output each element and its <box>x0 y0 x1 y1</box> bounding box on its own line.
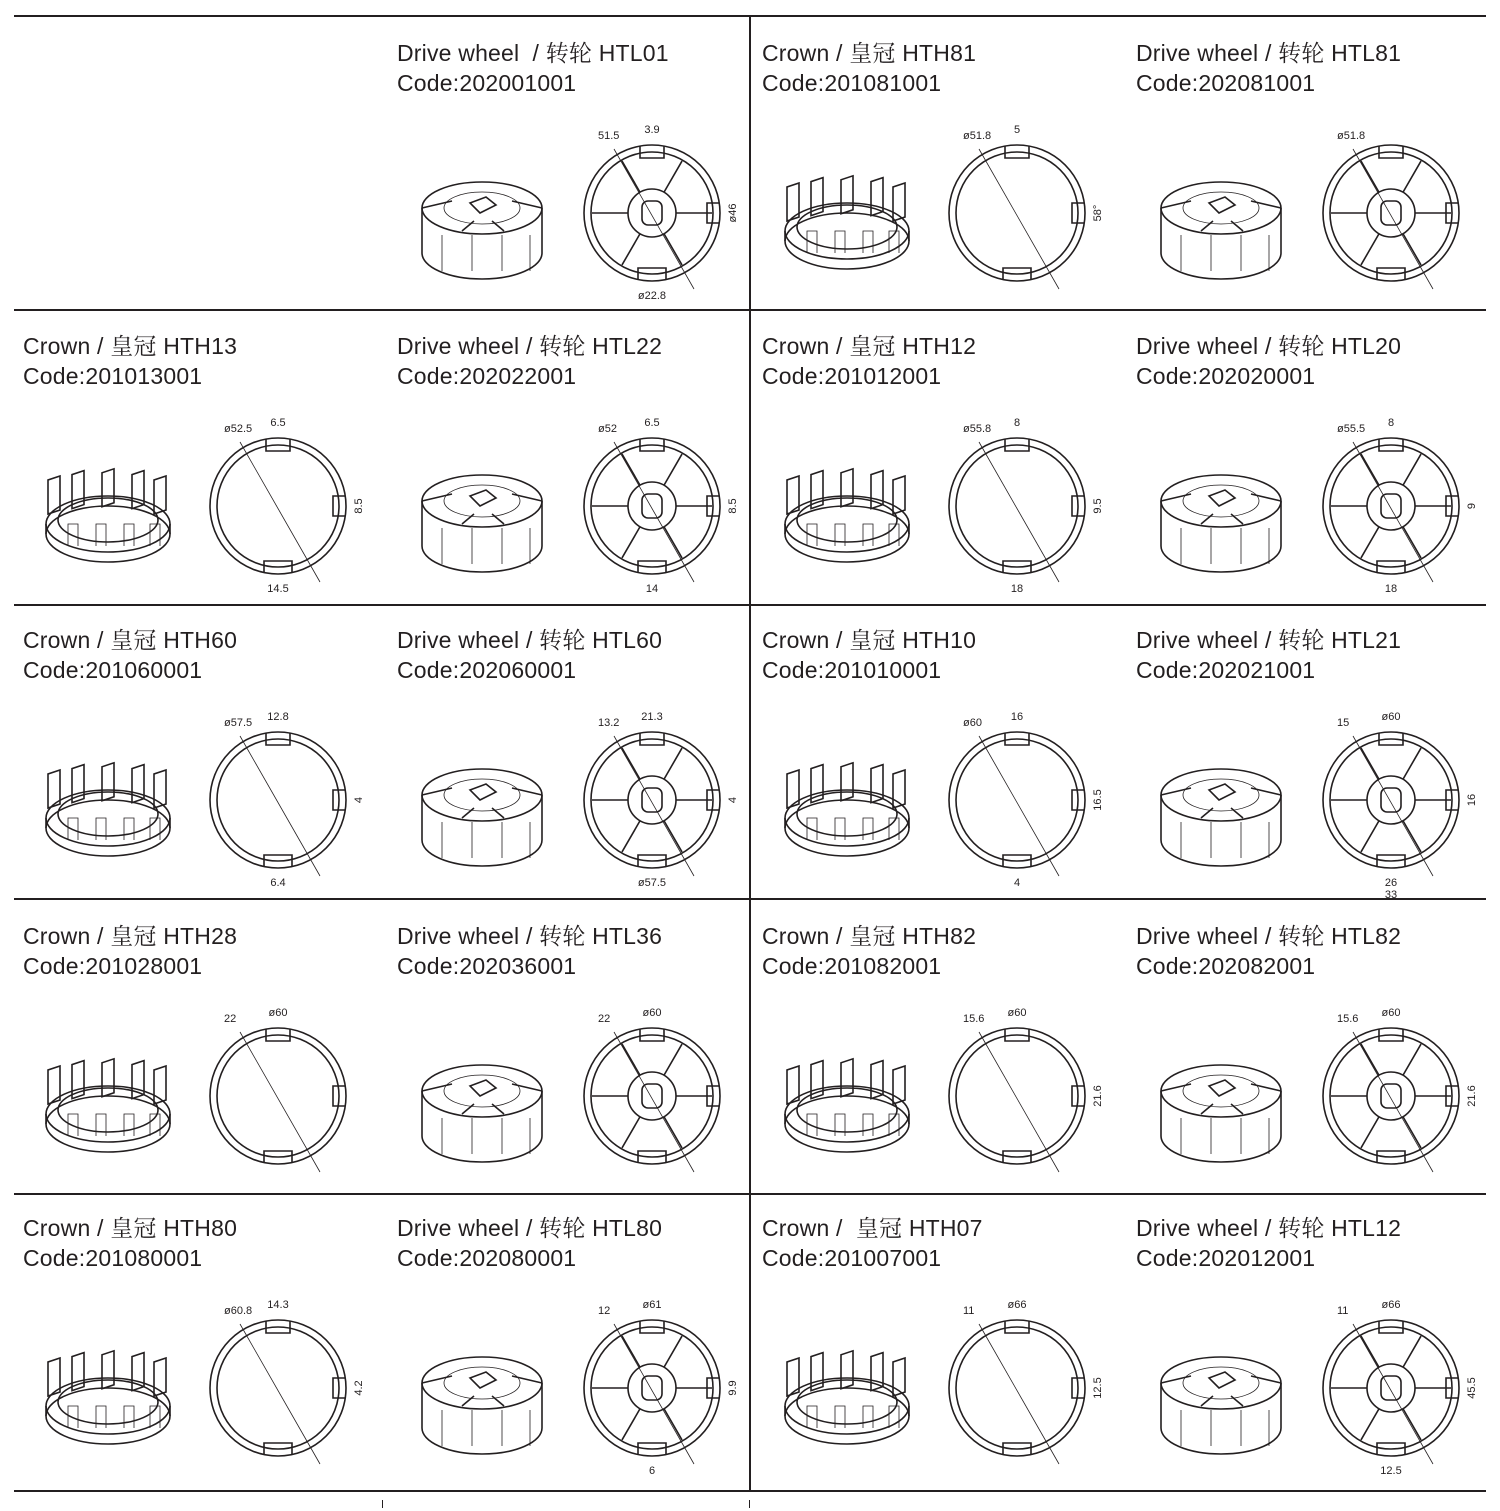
technical-drawing <box>762 391 1107 606</box>
dimension-label: ø60 <box>642 1007 662 1019</box>
technical-drawing <box>1136 98 1481 313</box>
product-code: Code:201028001 <box>23 953 203 979</box>
dimension-label: 21.3 <box>641 711 663 723</box>
product-title: Drive wheel / 转轮 HTL80 <box>397 1215 663 1241</box>
product-code: Code:201013001 <box>23 363 203 389</box>
dimension-label: ø55.5 <box>1337 423 1366 435</box>
wheel-isometric-view <box>1161 182 1281 279</box>
dimension-label: 21.6 <box>1092 1085 1104 1107</box>
crown-front-view <box>949 124 1104 289</box>
product-code: Code:201082001 <box>762 953 942 979</box>
crown-isometric-view <box>785 176 909 269</box>
wheel-isometric-view <box>1161 1065 1281 1162</box>
crown-isometric-view <box>46 469 170 562</box>
product-title: Crown / 皇冠 HTH28 <box>23 923 238 949</box>
product-card-hth07 <box>762 1213 1132 1503</box>
wheel-isometric-view <box>422 769 542 866</box>
dimension-label: 9.9 <box>727 1380 739 1396</box>
product-card-htl36 <box>397 921 767 1211</box>
technical-drawing <box>23 391 368 606</box>
crown-isometric-view <box>785 763 909 856</box>
wheel-isometric-view <box>1161 1357 1281 1454</box>
dimension-label: ø57.5 <box>637 877 667 889</box>
dimension-label: 16.5 <box>1092 789 1104 811</box>
technical-drawing <box>762 98 1107 313</box>
wheel-isometric-view <box>422 475 542 572</box>
product-title: Crown / 皇冠 HTH13 <box>23 333 238 359</box>
crown-front-view <box>210 417 365 595</box>
product-card-hth60 <box>23 625 393 915</box>
product-code: Code:202001001 <box>397 70 577 96</box>
product-card-htl01 <box>397 38 767 328</box>
product-code: Code:202021001 <box>1136 657 1316 683</box>
product-code: Code:202022001 <box>397 363 577 389</box>
wheel-front-view <box>584 711 739 889</box>
dimension-label: 11 <box>963 1305 975 1317</box>
product-title: Drive wheel / 转轮 HTL12 <box>1136 1215 1402 1241</box>
technical-drawing <box>397 1273 742 1488</box>
product-card-hth28 <box>23 921 393 1211</box>
product-code: Code:202012001 <box>1136 1245 1316 1271</box>
crown-front-view <box>949 417 1104 595</box>
dimension-label: 12.5 <box>1380 1465 1402 1477</box>
technical-drawing <box>762 685 1107 900</box>
product-code: Code:201007001 <box>762 1245 942 1271</box>
dimension-label: ø66 <box>1381 1299 1401 1311</box>
product-card-hth82 <box>762 921 1132 1211</box>
product-title: Drive wheel / 转轮 HTL82 <box>1136 923 1402 949</box>
product-card-hth12 <box>762 331 1132 621</box>
technical-drawing <box>397 98 742 313</box>
crown-isometric-view <box>46 763 170 856</box>
product-card-hth10 <box>762 625 1132 915</box>
technical-drawing <box>23 685 368 900</box>
product-card-htl81 <box>1136 38 1500 328</box>
wheel-front-view <box>584 1007 720 1172</box>
technical-drawing <box>1136 1273 1481 1488</box>
dimension-label: 14.5 <box>267 583 289 595</box>
product-title: Drive wheel / 转轮 HTL22 <box>397 333 663 359</box>
dimension-label: 4 <box>353 796 365 804</box>
product-title: Crown / 皇冠 HTH60 <box>23 627 238 653</box>
dimension-label: ø52.5 <box>224 423 253 435</box>
dimension-label: 14.3 <box>267 1299 289 1311</box>
product-card-hth80 <box>23 1213 393 1503</box>
dimension-label: ø60 <box>1007 1007 1027 1019</box>
dimension-label: 9.5 <box>1092 498 1104 514</box>
technical-drawing <box>1136 685 1481 900</box>
product-code: Code:201081001 <box>762 70 942 96</box>
dimension-label: 8.5 <box>727 498 739 514</box>
product-title: Drive wheel / 转轮 HTL21 <box>1136 627 1402 653</box>
crown-front-view <box>949 1007 1104 1172</box>
dimension-label: 14 <box>645 583 659 595</box>
product-title: Drive wheel / 转轮 HTL36 <box>397 923 663 949</box>
product-card-htl80 <box>397 1213 767 1503</box>
product-title: Drive wheel / 转轮 HTL60 <box>397 627 663 653</box>
dimension-label: ø22.8 <box>637 290 667 302</box>
dimension-label: 21.6 <box>1466 1085 1478 1107</box>
dimension-label: ø60 <box>963 717 982 729</box>
product-title: Crown / 皇冠 HTH80 <box>23 1215 238 1241</box>
dimension-label: 8 <box>1387 417 1395 429</box>
dimension-label: 22 <box>598 1013 611 1025</box>
dimension-label: 33 <box>1384 889 1398 901</box>
product-card-htl21 <box>1136 625 1500 915</box>
dimension-label: 4 <box>1013 877 1021 889</box>
product-title: Drive wheel / 转轮 HTL20 <box>1136 333 1402 359</box>
dimension-label: 26 <box>1384 877 1398 889</box>
dimension-label: 4.2 <box>353 1380 365 1396</box>
dimension-label: 18 <box>1384 583 1398 595</box>
dimension-label: 6.5 <box>644 417 660 429</box>
wheel-isometric-view <box>422 1357 542 1454</box>
dimension-label: 58° <box>1092 204 1104 222</box>
crown-isometric-view <box>785 1059 909 1152</box>
dimension-label: ø55.8 <box>963 423 992 435</box>
wheel-front-view <box>584 1299 739 1477</box>
wheel-isometric-view <box>1161 475 1281 572</box>
wheel-front-view <box>1323 417 1478 595</box>
dimension-label: ø60 <box>1381 711 1401 723</box>
dimension-label: 16 <box>1010 711 1024 723</box>
wheel-isometric-view <box>1161 769 1281 866</box>
dimension-label: 16 <box>1466 793 1478 807</box>
crown-front-view <box>949 711 1104 889</box>
product-code: Code:202082001 <box>1136 953 1316 979</box>
product-code: Code:201060001 <box>23 657 203 683</box>
dimension-label: 12.5 <box>1092 1377 1104 1399</box>
product-code: Code:202080001 <box>397 1245 577 1271</box>
product-code: Code:201080001 <box>23 1245 203 1271</box>
crown-front-view <box>210 1299 365 1464</box>
product-title: Crown / 皇冠 HTH10 <box>762 627 977 653</box>
dimension-label: 8.5 <box>353 498 365 514</box>
dimension-label: 8 <box>1013 417 1021 429</box>
dimension-label: 15 <box>1337 717 1350 729</box>
product-card-htl12 <box>1136 1213 1500 1503</box>
product-title: Drive wheel / 转轮 HTL81 <box>1136 40 1402 66</box>
product-title: Crown / 皇冠 HTH12 <box>762 333 977 359</box>
dimension-label: 9 <box>1466 502 1478 510</box>
wheel-front-view <box>1323 1007 1478 1172</box>
dimension-label: 15.6 <box>963 1013 985 1025</box>
product-code: Code:201012001 <box>762 363 942 389</box>
dimension-label: 6.5 <box>270 417 286 429</box>
dimension-label: ø60.8 <box>224 1305 253 1317</box>
product-card-htl20 <box>1136 331 1500 621</box>
product-title: Crown / 皇冠 HTH81 <box>762 40 977 66</box>
technical-drawing <box>23 1273 368 1488</box>
dimension-label: 4 <box>727 796 739 804</box>
dimension-label: 11 <box>1337 1305 1349 1317</box>
crown-isometric-view <box>785 469 909 562</box>
crown-front-view <box>210 711 365 889</box>
wheel-front-view <box>584 417 739 595</box>
crown-front-view <box>949 1299 1104 1464</box>
product-title: Crown / 皇冠 HTH07 <box>762 1215 983 1241</box>
wheel-isometric-view <box>422 1065 542 1162</box>
dimension-label: 51.5 <box>598 130 620 142</box>
dimension-label: 15.6 <box>1337 1013 1359 1025</box>
technical-drawing <box>397 685 742 900</box>
dimension-label: ø66 <box>1007 1299 1027 1311</box>
crown-isometric-view <box>46 1059 170 1152</box>
product-code: Code:202060001 <box>397 657 577 683</box>
dimension-label: ø46 <box>727 203 739 223</box>
dimension-label: ø61 <box>642 1299 662 1311</box>
technical-drawing <box>762 981 1107 1196</box>
dimension-label: 3.9 <box>644 124 660 136</box>
product-card-htl22 <box>397 331 767 621</box>
dimension-label: ø52 <box>598 423 617 435</box>
product-title: Crown / 皇冠 HTH82 <box>762 923 977 949</box>
product-code: Code:202036001 <box>397 953 577 979</box>
dimension-label: 45.5 <box>1466 1377 1478 1399</box>
technical-drawing <box>397 391 742 606</box>
product-code: Code:202081001 <box>1136 70 1316 96</box>
dimension-label: 13.2 <box>598 717 620 729</box>
dimension-label: ø60 <box>268 1007 288 1019</box>
product-card-htl82 <box>1136 921 1500 1211</box>
technical-drawing <box>1136 981 1481 1196</box>
technical-drawing <box>762 1273 1107 1488</box>
product-card-hth81 <box>762 38 1132 328</box>
wheel-front-view <box>1323 130 1459 289</box>
wheel-front-view <box>1323 1299 1478 1477</box>
wheel-isometric-view <box>422 182 542 279</box>
product-code: Code:202020001 <box>1136 363 1316 389</box>
dimension-label: 12.8 <box>267 711 289 723</box>
technical-drawing <box>23 981 368 1196</box>
dimension-label: 5 <box>1013 124 1021 136</box>
technical-drawing <box>397 981 742 1196</box>
product-card-htl60 <box>397 625 767 915</box>
product-title: Drive wheel / 转轮 HTL01 <box>397 40 669 66</box>
dimension-label: 6.4 <box>270 877 286 889</box>
dimension-label: 18 <box>1010 583 1024 595</box>
crown-isometric-view <box>785 1351 909 1444</box>
technical-drawing <box>1136 391 1481 606</box>
crown-front-view <box>210 1007 346 1172</box>
dimension-label: ø51.8 <box>1337 130 1366 142</box>
dimension-label: ø60 <box>1381 1007 1401 1019</box>
product-card-hth13 <box>23 331 393 621</box>
dimension-label: ø57.5 <box>224 717 253 729</box>
crown-isometric-view <box>46 1351 170 1444</box>
wheel-front-view <box>1323 711 1478 901</box>
dimension-label: 6 <box>648 1465 656 1477</box>
wheel-front-view <box>584 124 739 302</box>
dimension-label: 12 <box>598 1305 611 1317</box>
dimension-label: ø51.8 <box>963 130 992 142</box>
dimension-label: 22 <box>224 1013 237 1025</box>
product-code: Code:201010001 <box>762 657 942 683</box>
